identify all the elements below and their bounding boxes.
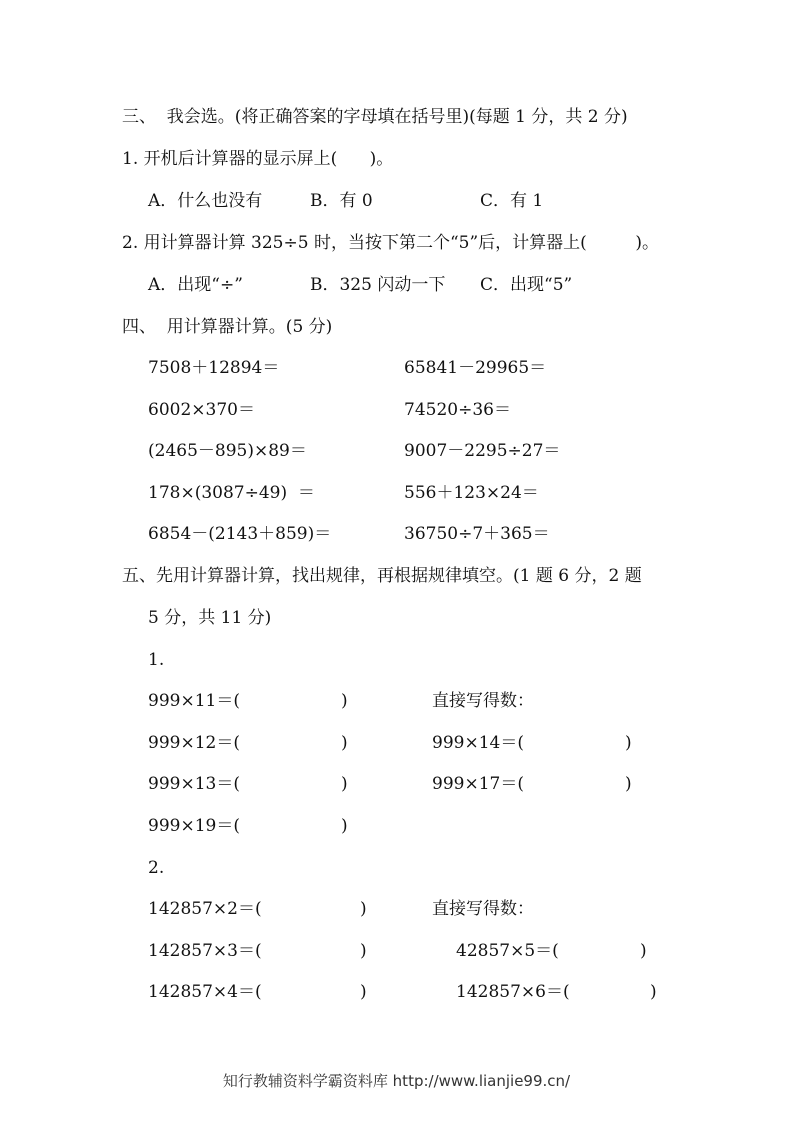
part-2-left-3: 142857×4＝( (148, 982, 262, 1002)
part-2-left-3-close: ) (360, 982, 367, 1002)
section-5-heading-line-2: 5 分，共 11 分) (148, 608, 272, 628)
question-1-option-b: B．有 0 (310, 191, 373, 211)
part-1-left-2: 999×12＝( (148, 733, 240, 753)
question-1-option-a: A．什么也没有 (148, 191, 263, 211)
calc-right-1: 65841－29965＝ (404, 358, 547, 378)
part-1-left-1: 999×11＝( (148, 691, 240, 711)
part-2-label: 2. (148, 858, 165, 878)
part-2-left-1-close: ) (360, 899, 367, 919)
part-1-right-2-close: ) (625, 774, 632, 794)
calc-left-5: 6854－(2143＋859)＝ (148, 524, 332, 544)
part-1-left-4-close: ) (341, 816, 348, 836)
calc-right-4: 556＋123×24＝ (404, 483, 539, 503)
calc-left-3: (2465－895)×89＝ (148, 441, 307, 461)
part-2-right-1-close: ) (640, 941, 647, 961)
calc-left-1: 7508＋12894＝ (148, 358, 280, 378)
calc-right-3: 9007－2295÷27＝ (404, 441, 561, 461)
question-2-option-c: C．出现“5” (480, 275, 573, 295)
part-1-left-2-close: ) (341, 733, 348, 753)
question-1-option-c: C．有 1 (480, 191, 544, 211)
part-2-left-2: 142857×3＝( (148, 941, 262, 961)
part-1-right-1-close: ) (625, 733, 632, 753)
part-1-left-4: 999×19＝( (148, 816, 240, 836)
calc-left-2: 6002×370＝ (148, 400, 255, 420)
part-1-label: 1. (148, 650, 165, 670)
part-1-left-3: 999×13＝( (148, 774, 240, 794)
part-1-right-1: 999×14＝( (432, 733, 524, 753)
part-2-right-2: 142857×6＝( (456, 982, 570, 1002)
part-2-right-1: 42857×5＝( (456, 941, 559, 961)
question-1-stem: 1. 开机后计算器的显示屏上( )。 (122, 149, 394, 169)
question-2-stem: 2. 用计算器计算 325÷5 时，当按下第二个“5”后，计算器上( )。 (122, 233, 660, 253)
part-2-left-2-close: ) (360, 941, 367, 961)
part-1-left-1-close: ) (341, 691, 348, 711)
section-3-heading: 三、 我会选。(将正确答案的字母填在括号里)(每题 1 分，共 2 分) (122, 107, 628, 127)
part-2-left-1: 142857×2＝( (148, 899, 262, 919)
part-2-right-2-close: ) (650, 982, 657, 1002)
section-5-heading-line-1: 五、先用计算器计算，找出规律，再根据规律填空。(1 题 6 分，2 题 (122, 566, 642, 586)
question-2-option-a: A．出现“÷” (148, 275, 243, 295)
part-2-right-title: 直接写得数： (432, 899, 534, 919)
section-4-heading: 四、 用计算器计算。(5 分) (122, 317, 333, 337)
question-2-option-b: B．325 闪动一下 (310, 275, 446, 295)
calc-right-2: 74520÷36＝ (404, 400, 511, 420)
part-1-right-2: 999×17＝( (432, 774, 524, 794)
calc-left-4: 178×(3087÷49) ＝ (148, 483, 315, 503)
part-1-right-title: 直接写得数： (432, 691, 534, 711)
calc-right-5: 36750÷7＋365＝ (404, 524, 550, 544)
part-1-left-3-close: ) (341, 774, 348, 794)
footer-watermark: 知行教辅资料学霸资料库 http://www.lianjie99.cn/ (222, 1072, 571, 1090)
